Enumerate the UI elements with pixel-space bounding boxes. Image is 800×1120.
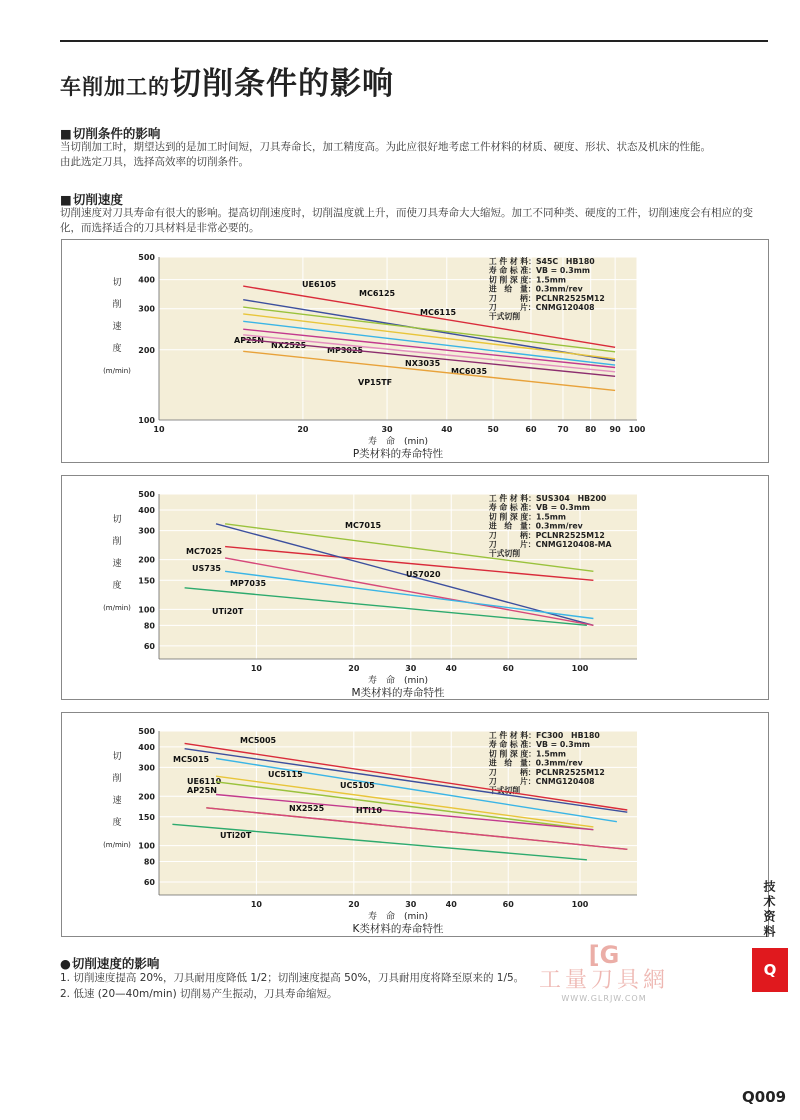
x-axis-label: 寿 命 (min): [368, 437, 428, 447]
condition-line: 干式切削: [488, 312, 521, 322]
y-axis-label-char: 切: [112, 752, 122, 762]
chart-title: P类材料的寿命特性: [352, 448, 444, 460]
y-tick-label: 60: [143, 878, 155, 888]
chart-p-material: [61, 239, 769, 463]
condition-line: 寿 命 标 准：VB = 0.3mm: [488, 503, 590, 513]
chart-k-material: [61, 712, 769, 937]
y-tick-label: 150: [138, 576, 155, 586]
x-tick-label: 40: [445, 664, 457, 673]
series-label: MC5015: [173, 755, 210, 764]
top-rule: [60, 40, 768, 42]
x-tick-label: 70: [557, 425, 569, 434]
x-tick-label: 40: [445, 900, 457, 909]
y-axis-label-char: 速: [112, 559, 122, 569]
side-section-tab[interactable]: Q: [752, 948, 788, 992]
y-tick-label: 60: [143, 641, 155, 651]
y-axis-label-char: 削: [112, 537, 122, 547]
section-heading-cutting-speed: ■ 切削速度: [60, 190, 123, 208]
y-tick-label: 200: [138, 792, 155, 802]
condition-line: 寿 命 标 准：VB = 0.3mm: [488, 740, 590, 750]
x-tick-label: 20: [348, 664, 360, 673]
condition-line: 干式切削: [488, 786, 521, 796]
y-tick-label: 300: [138, 763, 155, 773]
x-tick-label: 30: [381, 425, 393, 434]
y-tick-label: 400: [138, 505, 155, 515]
y-tick-label: 500: [138, 253, 155, 262]
y-axis-label-char: 削: [112, 300, 122, 310]
x-axis-label: 寿 命 (min): [368, 912, 428, 922]
page-title-main: 切削条件的影响: [170, 66, 394, 102]
series-label: MP7035: [230, 579, 267, 588]
series-label: MC7015: [345, 521, 382, 530]
condition-line: 切 削 深 度：1.5mm: [488, 749, 567, 759]
series-label: VP15TF: [358, 378, 393, 387]
page-number: Q009: [742, 1088, 787, 1106]
watermark: [534, 942, 674, 1003]
condition-line: 进 给 量：0.3mm/rev: [488, 284, 583, 294]
page-title-prefix: 车削加工的: [60, 75, 170, 99]
condition-line: 刀 柄：PCLNR2525M12: [488, 767, 605, 777]
condition-line: 刀 柄：PCLNR2525M12: [488, 293, 605, 303]
series-label: MP3025: [327, 346, 364, 355]
y-axis-label-char: 切: [112, 515, 122, 525]
y-tick-label: 80: [143, 621, 155, 631]
x-tick-label: 100: [571, 664, 589, 673]
side-tab-label: 技术资料: [762, 880, 776, 940]
series-label: AP25N: [234, 336, 264, 345]
condition-line: 切 削 深 度：1.5mm: [488, 275, 567, 285]
condition-line: 刀 柄：PCLNR2525M12: [488, 530, 605, 540]
y-axis-label-char: 度: [112, 581, 122, 591]
x-tick-label: 30: [405, 664, 417, 673]
series-label: UTi20T: [220, 831, 252, 840]
condition-line: 进 给 量：0.3mm/rev: [488, 758, 583, 768]
paragraph-line: 由此选定刀具，选择高效率的切削条件。: [60, 156, 249, 168]
x-tick-label: 30: [405, 900, 417, 909]
chart-k-svg: [62, 713, 768, 936]
watermark-logo: [G: [588, 941, 620, 969]
series-label: US7020: [406, 570, 441, 579]
x-tick-label: 60: [502, 900, 514, 909]
watermark-url: WWW.GLRJW.COM: [561, 994, 647, 1003]
section-text-cutting-speed: [60, 206, 760, 236]
x-axis-label: 寿 命 (min): [368, 676, 428, 686]
condition-line: 寿 命 标 准：VB = 0.3mm: [488, 266, 590, 276]
x-tick-label: 80: [585, 425, 597, 434]
x-tick-label: 10: [250, 664, 262, 673]
paragraph-line: 化，而选择适合的刀具材料是非常必要的。: [60, 222, 260, 234]
series-label: MC5005: [240, 736, 277, 745]
x-tick-label: 50: [487, 425, 499, 434]
condition-line: 工 件 材 料：SUS304 HB200: [488, 494, 607, 503]
condition-line: 工 件 材 料：FC300 HB180: [488, 731, 600, 740]
chart-m-material: [61, 475, 769, 700]
bullet-list: [60, 970, 524, 1002]
bullet-item: 2. 低速 (20—40m/min) 切削易产生振动，刀具寿命缩短。: [60, 988, 338, 1000]
series-label: US735: [192, 564, 221, 573]
section-heading-cutting-conditions: ■ 切削条件的影响: [60, 124, 160, 142]
y-tick-label: 500: [138, 727, 155, 736]
condition-line: 刀 片：CNMG120408: [488, 303, 595, 312]
series-label: UTi20T: [212, 607, 244, 616]
x-tick-label: 20: [348, 900, 360, 909]
y-axis-label-char: 速: [112, 322, 122, 332]
chart-title: M类材料的寿命特性: [351, 687, 445, 699]
y-tick-label: 200: [138, 345, 155, 355]
y-tick-label: 300: [138, 526, 155, 536]
y-axis-label-char: 速: [112, 796, 122, 806]
condition-line: 刀 片：CNMG120408-MA: [488, 540, 612, 549]
series-label: MC6035: [451, 367, 488, 376]
y-tick-label: 400: [138, 275, 155, 285]
series-label: MC7025: [186, 547, 223, 556]
paragraph-line: 当切削加工时，期望达到的是加工时间短，刀具寿命长，加工精度高。为此应很好地考虑工件材料的材质、硬度、形状、状态及机床的性能。: [60, 141, 711, 153]
series-label: NX2525: [271, 341, 307, 350]
x-tick-label: 60: [525, 425, 537, 434]
series-label: NX2525: [289, 804, 325, 813]
series-label: UE6105: [302, 280, 337, 289]
x-tick-label: 20: [297, 425, 309, 434]
x-tick-label: 90: [609, 425, 621, 434]
y-tick-label: 400: [138, 742, 155, 752]
page-title: [60, 58, 394, 103]
y-axis-unit: (m/min): [103, 367, 131, 375]
x-tick-label: 40: [441, 425, 453, 434]
watermark-name: 工量刀具網: [538, 968, 669, 993]
paragraph-line: 切削速度对刀具寿命有很大的影响。提高切削速度时，切削温度就上升，而使刀具寿命大大缩短。加工不同种类、硬度的工件，切削速度会有相应的变: [60, 207, 753, 219]
chart-p-svg: [62, 240, 768, 462]
chart-m-svg: [62, 476, 768, 699]
y-axis-unit: (m/min): [103, 604, 131, 612]
condition-line: 干式切削: [488, 549, 521, 559]
x-tick-label: 60: [502, 664, 514, 673]
series-label: UE6110: [187, 777, 222, 786]
y-tick-label: 100: [138, 416, 155, 425]
bullet-heading: ● 切削速度的影响: [60, 954, 159, 972]
series-label: NX3035: [405, 359, 441, 368]
series-label: UC5115: [268, 770, 303, 779]
y-axis-label-char: 削: [112, 774, 122, 784]
chart-title: K类材料的寿命特性: [352, 923, 444, 935]
condition-line: 工 件 材 料：S45C HB180: [488, 257, 595, 266]
series-label: MC6115: [420, 308, 457, 317]
y-axis-label-char: 度: [112, 344, 122, 354]
y-tick-label: 100: [138, 605, 155, 615]
x-tick-label: 100: [628, 425, 646, 434]
x-tick-label: 100: [571, 900, 589, 909]
x-tick-label: 10: [250, 900, 262, 909]
y-tick-label: 150: [138, 812, 155, 822]
series-label: HTi10: [356, 806, 383, 815]
y-axis-unit: (m/min): [103, 841, 131, 849]
bullet-item: 1. 切削速度提高 20%，刀具耐用度降低 1/2；切削速度提高 50%，刀具耐用度将降至原来的 1/5。: [60, 972, 525, 984]
series-label: MC6125: [359, 289, 396, 298]
y-tick-label: 500: [138, 490, 155, 499]
y-tick-label: 200: [138, 555, 155, 565]
condition-line: 刀 片：CNMG120408: [488, 777, 595, 786]
x-tick-label: 10: [153, 425, 165, 434]
y-tick-label: 100: [138, 841, 155, 851]
y-axis-label-char: 度: [112, 818, 122, 828]
condition-line: 进 给 量：0.3mm/rev: [488, 521, 583, 531]
section-text-cutting-conditions: [60, 140, 760, 170]
condition-line: 切 削 深 度：1.5mm: [488, 512, 567, 522]
series-label: UC5105: [340, 781, 375, 790]
y-tick-label: 80: [143, 857, 155, 867]
y-axis-label-char: 切: [112, 278, 122, 288]
y-tick-label: 300: [138, 304, 155, 314]
series-label: AP25N: [187, 786, 217, 795]
